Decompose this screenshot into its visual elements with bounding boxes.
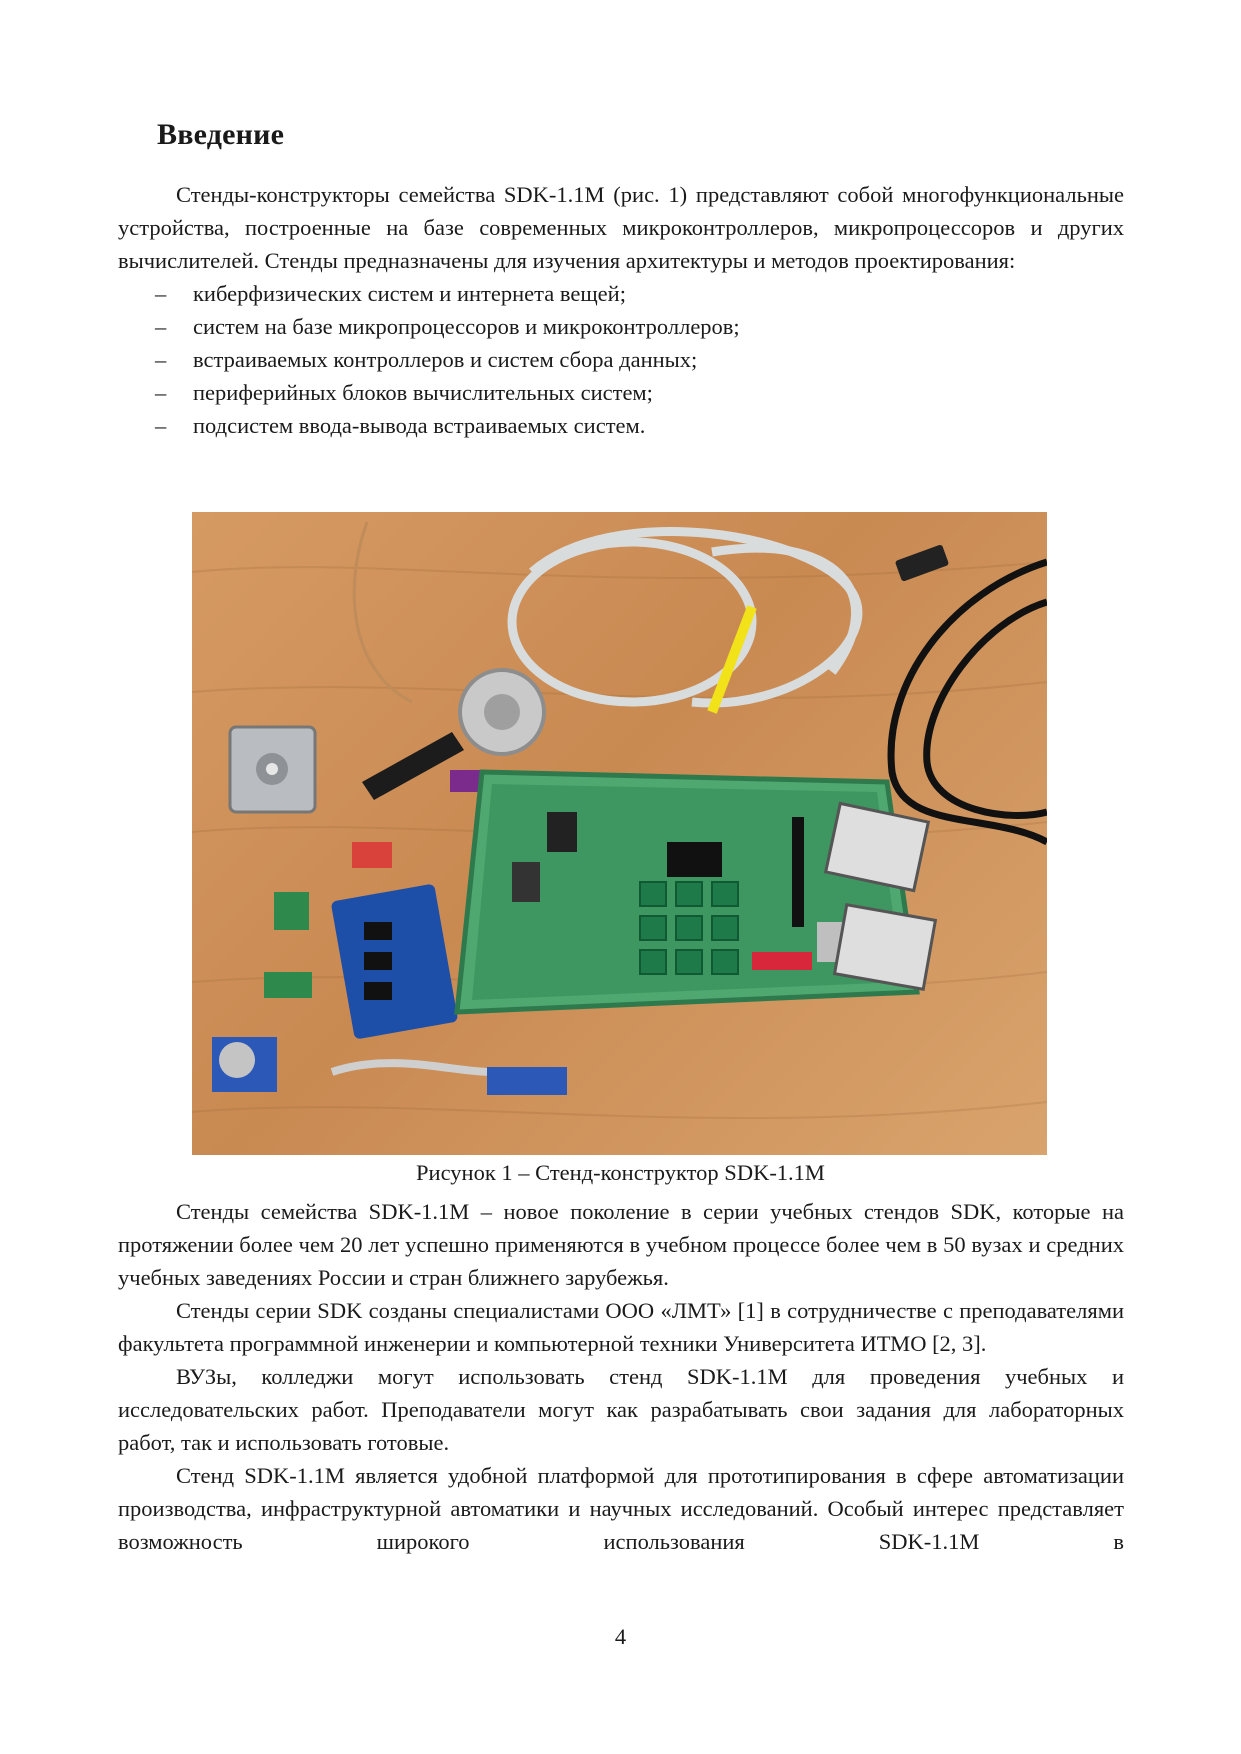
sensor-module-red	[352, 842, 392, 868]
figure-caption: Рисунок 1 – Стенд-конструктор SDK-1.1M	[416, 1160, 825, 1185]
list-dash: –	[155, 380, 167, 405]
list-item	[118, 310, 1124, 343]
section-heading: Введение	[157, 118, 285, 151]
figure-photo	[192, 512, 1047, 1155]
list-item-text: систем на базе микропроцессоров и микроконтроллеров;	[193, 314, 740, 339]
intro-paragraph: Стенды-конструкторы семейства SDK-1.1M (рис. 1) представляют собой многофункциональные устройства, построенные на базе современных микроконтроллеров, микропроцессоров и других вычислителей. Стенды предназначены для изучения архитектуры и методов проектирования:	[118, 182, 1124, 273]
list-dash: –	[155, 281, 167, 306]
list-item-text: периферийных блоков вычислительных систем;	[193, 380, 653, 405]
rf-module	[274, 892, 309, 930]
list-item-text: подсистем ввода-вывода встраиваемых систем.	[193, 413, 646, 438]
list-dash: –	[155, 314, 167, 339]
intro-block	[118, 178, 1124, 442]
paragraph-4: Стенд SDK-1.1M является удобной платформой для прототипирования в сфере автоматизации производства, инфраструктурной автоматики и научных исследований. Особый интерес представляет возможность широкого использования SDK-1.1M в	[118, 1463, 1124, 1554]
list-item-text: встраиваемых контроллеров и систем сбора данных;	[193, 347, 698, 372]
list-dash: –	[155, 413, 167, 438]
topic-list	[118, 277, 1124, 442]
sdk-board-photo-illustration	[192, 512, 1047, 1155]
list-item	[118, 277, 1124, 310]
grey-cable	[512, 532, 858, 703]
body-block	[118, 1195, 1124, 1558]
page-number: 4	[614, 1624, 627, 1649]
rf-module-2	[264, 972, 312, 998]
ibutton-key	[362, 732, 464, 800]
list-item	[118, 343, 1124, 376]
usb-plug	[895, 544, 950, 582]
sensor-board-blue	[487, 1067, 567, 1095]
list-item	[118, 376, 1124, 409]
usb-cable	[891, 562, 1047, 842]
sdk-module-2	[835, 905, 936, 990]
motor-shield	[331, 884, 459, 1040]
paragraph-3: ВУЗы, колледжи могут использовать стенд SDK-1.1M для проведения учебных и исследовательских работ. Преподаватели могут как разрабатывать свои задания для лабораторных работ, так и использовать готовые.	[118, 1364, 1124, 1455]
paragraph-1: Стенды семейства SDK-1.1M – новое поколение в серии учебных стендов SDK, которые на протяжении более чем 20 лет успешно применяются в учебном процессе более чем в 50 вузах и средних учебных заведениях России и стран ближнего зарубежья.	[118, 1199, 1124, 1290]
list-dash: –	[155, 347, 167, 372]
list-item	[118, 409, 1124, 442]
paragraph-2: Стенды серии SDK созданы специалистами ООО «ЛМТ» [1] в сотрудничестве с преподавателями факультета программной инженерии и компьютерной техники Университета ИТМО [2, 3].	[118, 1298, 1124, 1356]
list-item-text: киберфизических систем и интернета вещей;	[193, 281, 626, 306]
